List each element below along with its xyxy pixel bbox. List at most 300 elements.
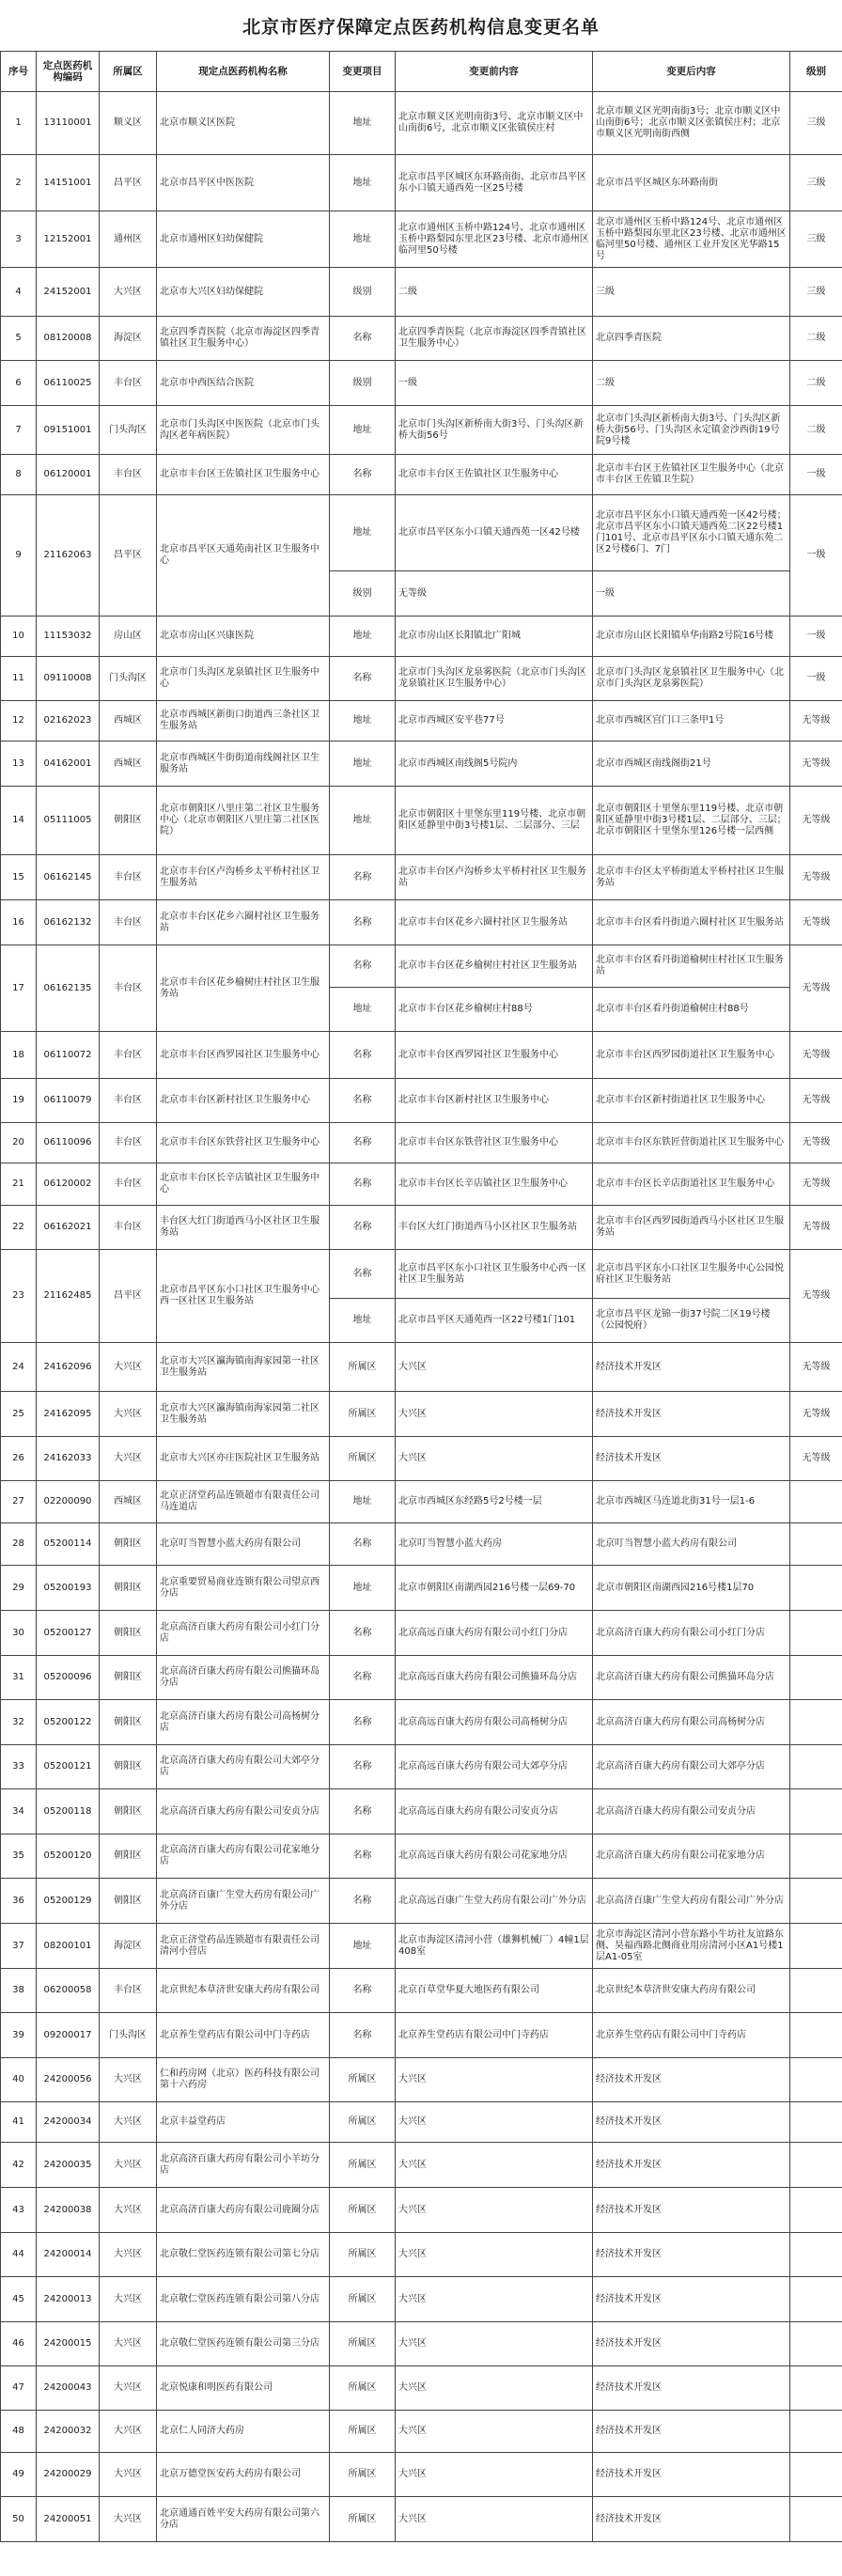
content-before: 大兴区 xyxy=(396,1343,593,1392)
content-after: 北京四季青医院 xyxy=(593,317,790,361)
level: 一级 xyxy=(790,657,842,701)
district: 朝阳区 xyxy=(100,1656,157,1700)
district: 大兴区 xyxy=(100,2058,157,2102)
institution-name: 北京世纪本草济世安康大药房有限公司 xyxy=(157,1969,330,2013)
district: 通州区 xyxy=(100,211,157,268)
content-after: 经济技术开发区 xyxy=(593,2143,790,2188)
institution-name: 北京高济百康广生堂大药房有限公司广外分店 xyxy=(157,1879,330,1924)
institution-name: 北京市丰台区西罗园社区卫生服务中心 xyxy=(157,1032,330,1079)
institution-code: 24200029 xyxy=(37,2453,100,2497)
content-before: 北京市西城区安平巷77号 xyxy=(396,701,593,742)
change-item: 所属区 xyxy=(330,2277,396,2322)
row-index: 47 xyxy=(1,2366,37,2411)
table-row xyxy=(1,361,842,406)
change-item: 名称 xyxy=(330,317,396,361)
content-after: 经济技术开发区 xyxy=(593,1392,790,1437)
institution-code: 09200017 xyxy=(37,2013,100,2058)
table-row xyxy=(1,787,842,855)
content-before: 北京市房山区长阳镇北广阳城 xyxy=(396,617,593,657)
table-row xyxy=(1,2013,842,2058)
change-item: 地址 xyxy=(330,988,396,1032)
district: 大兴区 xyxy=(100,2233,157,2277)
table-row xyxy=(1,1789,842,1834)
table-row xyxy=(1,1566,842,1611)
content-before: 北京市丰台区西罗园社区卫生服务中心 xyxy=(396,1032,593,1079)
district: 昌平区 xyxy=(100,1250,157,1343)
district: 朝阳区 xyxy=(100,1789,157,1834)
table-row xyxy=(1,2188,842,2233)
content-before: 北京高远百康大药房有限公司熊猫环岛分店 xyxy=(396,1656,593,1700)
table-row xyxy=(1,1969,842,2013)
table-row xyxy=(1,1656,842,1700)
institution-code: 05200129 xyxy=(37,1879,100,1924)
table-row xyxy=(1,1032,842,1079)
institution-code: 12152001 xyxy=(37,211,100,268)
row-index: 9 xyxy=(1,495,37,617)
change-item: 地址 xyxy=(330,495,396,571)
level: 无等级 xyxy=(790,1343,842,1392)
institution-name: 北京市通州区妇幼保健院 xyxy=(157,211,330,268)
level xyxy=(790,2143,842,2188)
row-index: 42 xyxy=(1,2143,37,2188)
institution-code: 05111005 xyxy=(37,787,100,855)
content-before: 北京市顺义区光明南街3号、北京市顺义区中山南街6号，北京市顺义区张镇侯庄村 xyxy=(396,92,593,155)
content-before: 北京市西城区东经路5号2号楼一层 xyxy=(396,1481,593,1523)
content-after: 北京世纪本草济世安康大药房有限公司 xyxy=(593,1969,790,2013)
change-item: 名称 xyxy=(330,1700,396,1745)
content-after: 北京市丰台区西罗园街道西马小区社区卫生服务站 xyxy=(593,1206,790,1250)
content-after: 北京高济百康大药房有限公司大郊亭分店 xyxy=(593,1745,790,1789)
institution-name: 北京市丰台区花乡榆树庄村社区卫生服务站 xyxy=(157,945,330,1032)
institution-name: 北京丰益堂药店 xyxy=(157,2102,330,2143)
institution-code: 08120008 xyxy=(37,317,100,361)
content-after: 经济技术开发区 xyxy=(593,2322,790,2366)
content-after: 北京高济百康大药房有限公司花家地分店 xyxy=(593,1834,790,1879)
level xyxy=(790,1523,842,1566)
table-header-row xyxy=(1,52,842,92)
content-after: 北京市门头沟区龙泉镇社区卫生服务中心（北京市门头沟区龙泉雾医院） xyxy=(593,657,790,701)
change-item: 地址 xyxy=(330,92,396,155)
institution-code: 11153032 xyxy=(37,617,100,657)
header-change-item: 变更项目 xyxy=(330,52,396,92)
table-row xyxy=(1,455,842,495)
content-before: 北京市丰台区花乡榆树庄村88号 xyxy=(396,988,593,1032)
content-before: 北京市西城区南线阁5号院内 xyxy=(396,742,593,787)
institution-code: 06110079 xyxy=(37,1079,100,1123)
table-row xyxy=(1,2453,842,2497)
institution-code: 24200013 xyxy=(37,2277,100,2322)
district: 西城区 xyxy=(100,742,157,787)
institution-name: 北京高济百康大药房有限公司小红门分店 xyxy=(157,1611,330,1656)
institution-code: 02162023 xyxy=(37,701,100,742)
row-index: 10 xyxy=(1,617,37,657)
change-item: 地址 xyxy=(330,155,396,211)
level: 三级 xyxy=(790,268,842,317)
institution-name: 北京高济百康大药房有限公司小羊坊分店 xyxy=(157,2143,330,2188)
content-before: 大兴区 xyxy=(396,2058,593,2102)
content-after: 北京市昌平区东小口镇天通西苑一区42号楼；北京市昌平区东小口镇天通西苑二区22号楼1门101号、北京市昌平区东小口镇天通东苑二区2号楼6门、7门 xyxy=(593,495,790,571)
content-after: 经济技术开发区 xyxy=(593,2497,790,2542)
level xyxy=(790,2233,842,2277)
row-index: 2 xyxy=(1,155,37,211)
district: 大兴区 xyxy=(100,2497,157,2542)
change-item: 名称 xyxy=(330,855,396,900)
institution-name: 北京叮当智慧小蓝大药房有限公司 xyxy=(157,1523,330,1566)
level xyxy=(790,1969,842,2013)
content-before: 北京四季青医院（北京市海淀区四季青镇社区卫生服务中心） xyxy=(396,317,593,361)
table-row xyxy=(1,2277,842,2322)
district: 丰台区 xyxy=(100,1969,157,2013)
district: 大兴区 xyxy=(100,2366,157,2411)
table-row xyxy=(1,155,842,211)
content-before: 大兴区 xyxy=(396,1392,593,1437)
change-item: 地址 xyxy=(330,1566,396,1611)
district: 丰台区 xyxy=(100,455,157,495)
table-row xyxy=(1,1481,842,1523)
institution-name: 北京正济堂药品连锁超市有限责任公司清河小营店 xyxy=(157,1924,330,1969)
change-item: 名称 xyxy=(330,1611,396,1656)
change-item: 地址 xyxy=(330,406,396,455)
content-before: 大兴区 xyxy=(396,2453,593,2497)
row-index: 40 xyxy=(1,2058,37,2102)
content-after: 北京高济百康广生堂大药房有限公司广外分店 xyxy=(593,1879,790,1924)
change-item: 地址 xyxy=(330,617,396,657)
level: 一级 xyxy=(790,495,842,617)
institution-code: 09110008 xyxy=(37,657,100,701)
institution-code: 24200051 xyxy=(37,2497,100,2542)
row-index: 44 xyxy=(1,2233,37,2277)
content-before: 一级 xyxy=(396,361,593,406)
content-after: 北京市昌平区东小口社区卫生服务中心公园悦府社区卫生服务站 xyxy=(593,1250,790,1299)
row-index: 28 xyxy=(1,1523,37,1566)
content-before: 北京高远百康大药房有限公司小红门分店 xyxy=(396,1611,593,1656)
institution-name: 北京市西城区牛街街道南线阁社区卫生服务站 xyxy=(157,742,330,787)
level: 无等级 xyxy=(790,787,842,855)
row-index: 50 xyxy=(1,2497,37,2542)
institution-code: 24200056 xyxy=(37,2058,100,2102)
table-row xyxy=(1,2411,842,2453)
row-index: 48 xyxy=(1,2411,37,2453)
institution-name: 北京市昌平区中医医院 xyxy=(157,155,330,211)
institution-name: 北京市丰台区东铁营社区卫生服务中心 xyxy=(157,1123,330,1163)
change-item: 地址 xyxy=(330,211,396,268)
row-index: 49 xyxy=(1,2453,37,2497)
level xyxy=(790,2366,842,2411)
content-before: 北京市朝阳区十里堡东里119号楼、北京市朝阳区延静里中街3号楼1层、二层部分、三层 xyxy=(396,787,593,855)
institution-code: 06120002 xyxy=(37,1163,100,1206)
change-item: 名称 xyxy=(330,1656,396,1700)
content-after: 经济技术开发区 xyxy=(593,1437,790,1481)
content-after: 经济技术开发区 xyxy=(593,2453,790,2497)
content-before: 二级 xyxy=(396,268,593,317)
table-row xyxy=(1,701,842,742)
institution-name: 北京市丰台区花乡六圈村社区卫生服务站 xyxy=(157,900,330,945)
district: 朝阳区 xyxy=(100,1745,157,1789)
row-index: 35 xyxy=(1,1834,37,1879)
content-before: 北京市昌平区天通苑西一区22号楼1门101 xyxy=(396,1299,593,1343)
change-item: 名称 xyxy=(330,1123,396,1163)
district: 西城区 xyxy=(100,701,157,742)
row-index: 23 xyxy=(1,1250,37,1343)
change-item: 级别 xyxy=(330,361,396,406)
row-index: 38 xyxy=(1,1969,37,2013)
content-after: 北京市丰台区新村街道社区卫生服务中心 xyxy=(593,1079,790,1123)
institution-code: 24162095 xyxy=(37,1392,100,1437)
change-item: 所属区 xyxy=(330,2102,396,2143)
institution-name: 北京四季青医院（北京市海淀区四季青镇社区卫生服务中心） xyxy=(157,317,330,361)
row-index: 17 xyxy=(1,945,37,1032)
row-index: 29 xyxy=(1,1566,37,1611)
institution-code: 21162063 xyxy=(37,495,100,617)
district: 朝阳区 xyxy=(100,1700,157,1745)
table-row xyxy=(1,2497,842,2542)
level xyxy=(790,1481,842,1523)
institution-code: 24200034 xyxy=(37,2102,100,2143)
change-item: 名称 xyxy=(330,900,396,945)
change-item: 所属区 xyxy=(330,2322,396,2366)
row-index: 6 xyxy=(1,361,37,406)
row-index: 25 xyxy=(1,1392,37,1437)
content-before: 北京市丰台区长辛店镇社区卫生服务中心 xyxy=(396,1163,593,1206)
content-after: 经济技术开发区 xyxy=(593,2277,790,2322)
district: 大兴区 xyxy=(100,1437,157,1481)
change-item: 名称 xyxy=(330,1523,396,1566)
level: 无等级 xyxy=(790,742,842,787)
change-item: 地址 xyxy=(330,787,396,855)
district: 大兴区 xyxy=(100,1343,157,1392)
table-row xyxy=(1,1079,842,1123)
institution-code: 02200090 xyxy=(37,1481,100,1523)
institution-name: 北京市中西医结合医院 xyxy=(157,361,330,406)
district: 朝阳区 xyxy=(100,1879,157,1924)
content-after: 北京高济百康大药房有限公司高杨树分店 xyxy=(593,1700,790,1745)
district: 朝阳区 xyxy=(100,1834,157,1879)
table-row xyxy=(1,1343,842,1392)
content-after: 经济技术开发区 xyxy=(593,1343,790,1392)
header-level: 级别 xyxy=(790,52,842,92)
content-before: 北京市丰台区王佐镇社区卫生服务中心 xyxy=(396,455,593,495)
row-index: 32 xyxy=(1,1700,37,1745)
level: 二级 xyxy=(790,406,842,455)
row-index: 11 xyxy=(1,657,37,701)
institution-name: 北京市顺义区医院 xyxy=(157,92,330,155)
content-before: 大兴区 xyxy=(396,1437,593,1481)
institution-name: 北京高济百康大药房有限公司鹿圈分店 xyxy=(157,2188,330,2233)
content-before: 北京市丰台区花乡榆树庄村社区卫生服务站 xyxy=(396,945,593,988)
institution-name: 丰台区大红门街道西马小区社区卫生服务站 xyxy=(157,1206,330,1250)
table-row xyxy=(1,1745,842,1789)
content-after: 经济技术开发区 xyxy=(593,2058,790,2102)
row-index: 46 xyxy=(1,2322,37,2366)
level xyxy=(790,2013,842,2058)
district: 大兴区 xyxy=(100,2453,157,2497)
content-after: 北京高济百康大药房有限公司安贞分店 xyxy=(593,1789,790,1834)
institution-code: 24162096 xyxy=(37,1343,100,1392)
level xyxy=(790,2453,842,2497)
row-index: 30 xyxy=(1,1611,37,1656)
district: 西城区 xyxy=(100,1481,157,1523)
institution-code: 05200193 xyxy=(37,1566,100,1611)
row-index: 31 xyxy=(1,1656,37,1700)
institution-name: 北京正济堂药品连锁超市有限责任公司马连道店 xyxy=(157,1481,330,1523)
table-row xyxy=(1,1834,842,1879)
row-index: 1 xyxy=(1,92,37,155)
table-row xyxy=(1,1879,842,1924)
level: 无等级 xyxy=(790,1392,842,1437)
institution-name: 北京市西城区新街口街道西三条社区卫生服务站 xyxy=(157,701,330,742)
content-before: 大兴区 xyxy=(396,2143,593,2188)
content-after: 北京市丰台区西罗园街道社区卫生服务中心 xyxy=(593,1032,790,1079)
institution-code: 05200118 xyxy=(37,1789,100,1834)
district: 大兴区 xyxy=(100,1392,157,1437)
content-before: 大兴区 xyxy=(396,2277,593,2322)
level: 无等级 xyxy=(790,1437,842,1481)
change-item: 名称 xyxy=(330,1879,396,1924)
institution-name: 北京市大兴区瀛海镇南海家园第二社区卫生服务站 xyxy=(157,1392,330,1437)
content-before: 北京市门头沟区新桥南大街3号、门头沟区新桥大街56号 xyxy=(396,406,593,455)
table-row xyxy=(1,317,842,361)
institution-code: 24200015 xyxy=(37,2322,100,2366)
content-after: 经济技术开发区 xyxy=(593,2233,790,2277)
change-item: 所属区 xyxy=(330,2366,396,2411)
row-index: 37 xyxy=(1,1924,37,1969)
institution-code: 06162132 xyxy=(37,900,100,945)
content-after: 北京市西城区南线阁街21号 xyxy=(593,742,790,787)
change-item: 所属区 xyxy=(330,2188,396,2233)
content-after: 北京市丰台区王佐镇社区卫生服务中心（北京市丰台区王佐镇卫生院） xyxy=(593,455,790,495)
district: 房山区 xyxy=(100,617,157,657)
table-row xyxy=(1,1437,842,1481)
change-item: 级别 xyxy=(330,571,396,617)
content-after: 北京高济百康大药房有限公司小红门分店 xyxy=(593,1611,790,1656)
row-index: 15 xyxy=(1,855,37,900)
level: 三级 xyxy=(790,155,842,211)
content-before: 北京高远百康广生堂大药房有限公司广外分店 xyxy=(396,1879,593,1924)
level xyxy=(790,2188,842,2233)
table-row xyxy=(1,2058,842,2102)
level xyxy=(790,1834,842,1879)
level xyxy=(790,2102,842,2143)
content-before: 北京市昌平区东小口社区卫生服务中心西一区社区卫生服务站 xyxy=(396,1250,593,1299)
institution-code: 06200058 xyxy=(37,1969,100,2013)
institution-name: 北京市丰台区卢沟桥乡太平桥村社区卫生服务站 xyxy=(157,855,330,900)
content-after: 北京市昌平区城区东环路南街 xyxy=(593,155,790,211)
row-index: 3 xyxy=(1,211,37,268)
change-item: 所属区 xyxy=(330,2058,396,2102)
content-before: 北京市海淀区清河小营（雄狮机械厂）4幢1层408室 xyxy=(396,1924,593,1969)
institution-code: 13110001 xyxy=(37,92,100,155)
institution-code: 05200120 xyxy=(37,1834,100,1879)
level xyxy=(790,2411,842,2453)
institution-code: 06162135 xyxy=(37,945,100,1032)
change-item: 名称 xyxy=(330,1789,396,1834)
row-index: 16 xyxy=(1,900,37,945)
change-item: 地址 xyxy=(330,1299,396,1343)
table-row xyxy=(1,1392,842,1437)
institution-name: 北京敬仁堂医药连锁有限公司第七分店 xyxy=(157,2233,330,2277)
row-index: 12 xyxy=(1,701,37,742)
district: 门头沟区 xyxy=(100,2013,157,2058)
level xyxy=(790,2322,842,2366)
district: 大兴区 xyxy=(100,2188,157,2233)
content-after: 经济技术开发区 xyxy=(593,2411,790,2453)
content-after: 北京市朝阳区南湖西园216号楼1层70 xyxy=(593,1566,790,1611)
level: 三级 xyxy=(790,92,842,155)
level: 无等级 xyxy=(790,855,842,900)
change-item: 所属区 xyxy=(330,2143,396,2188)
institution-code: 21162485 xyxy=(37,1250,100,1343)
institution-name: 仁和药房网（北京）医药科技有限公司第十六药房 xyxy=(157,2058,330,2102)
content-after: 二级 xyxy=(593,361,790,406)
change-list-table xyxy=(0,51,842,2542)
change-item: 名称 xyxy=(330,1163,396,1206)
table-row xyxy=(1,742,842,787)
table-row xyxy=(1,92,842,155)
change-item: 所属区 xyxy=(330,2233,396,2277)
content-before: 北京市丰台区卢沟桥乡太平桥村社区卫生服务站 xyxy=(396,855,593,900)
level: 一级 xyxy=(790,617,842,657)
header-name: 现定点医药机构名称 xyxy=(157,52,330,92)
header-district: 所属区 xyxy=(100,52,157,92)
row-index: 43 xyxy=(1,2188,37,2233)
table-row xyxy=(1,406,842,455)
content-before: 大兴区 xyxy=(396,2188,593,2233)
content-after: 北京市顺义区光明南街3号；北京市顺义区中山南街6号；北京市顺义区张镇侯庄村；北京市顺义区光明南街西侧 xyxy=(593,92,790,155)
content-before: 北京市门头沟区龙泉雾医院（北京市门头沟区龙泉镇社区卫生服务中心） xyxy=(396,657,593,701)
change-item: 级别 xyxy=(330,268,396,317)
table-row xyxy=(1,1123,842,1163)
change-item: 名称 xyxy=(330,657,396,701)
district: 丰台区 xyxy=(100,1163,157,1206)
district: 丰台区 xyxy=(100,900,157,945)
content-after: 北京市丰台区太平桥街道太平桥村社区卫生服务站 xyxy=(593,855,790,900)
institution-code: 14151001 xyxy=(37,155,100,211)
table-row xyxy=(1,945,842,988)
content-after: 北京市房山区长阳镇阜华南路2号院16号楼 xyxy=(593,617,790,657)
row-index: 21 xyxy=(1,1163,37,1206)
row-index: 18 xyxy=(1,1032,37,1079)
change-item: 名称 xyxy=(330,455,396,495)
content-after: 三级 xyxy=(593,268,790,317)
row-index: 33 xyxy=(1,1745,37,1789)
table-row xyxy=(1,495,842,571)
level: 二级 xyxy=(790,361,842,406)
institution-code: 05200122 xyxy=(37,1700,100,1745)
row-index: 20 xyxy=(1,1123,37,1163)
district: 大兴区 xyxy=(100,268,157,317)
level: 无等级 xyxy=(790,1250,842,1343)
row-index: 13 xyxy=(1,742,37,787)
content-before: 北京市朝阳区南湖西园216号楼一层69-70 xyxy=(396,1566,593,1611)
institution-name: 北京高济百康大药房有限公司大郊亭分店 xyxy=(157,1745,330,1789)
table-row xyxy=(1,1250,842,1299)
level: 无等级 xyxy=(790,1123,842,1163)
change-item: 名称 xyxy=(330,2013,396,2058)
content-before: 大兴区 xyxy=(396,2411,593,2453)
institution-name: 北京市丰台区新村社区卫生服务中心 xyxy=(157,1079,330,1123)
header-code: 定点医药机构编码 xyxy=(37,52,100,92)
row-index: 41 xyxy=(1,2102,37,2143)
row-index: 22 xyxy=(1,1206,37,1250)
institution-name: 北京高济百康大药房有限公司熊猫环岛分店 xyxy=(157,1656,330,1700)
institution-name: 北京市大兴区妇幼保健院 xyxy=(157,268,330,317)
table-row xyxy=(1,2233,842,2277)
change-item: 所属区 xyxy=(330,1392,396,1437)
institution-code: 05200114 xyxy=(37,1523,100,1566)
level xyxy=(790,1879,842,1924)
institution-name: 北京市大兴区亦庄医院社区卫生服务站 xyxy=(157,1437,330,1481)
row-index: 8 xyxy=(1,455,37,495)
